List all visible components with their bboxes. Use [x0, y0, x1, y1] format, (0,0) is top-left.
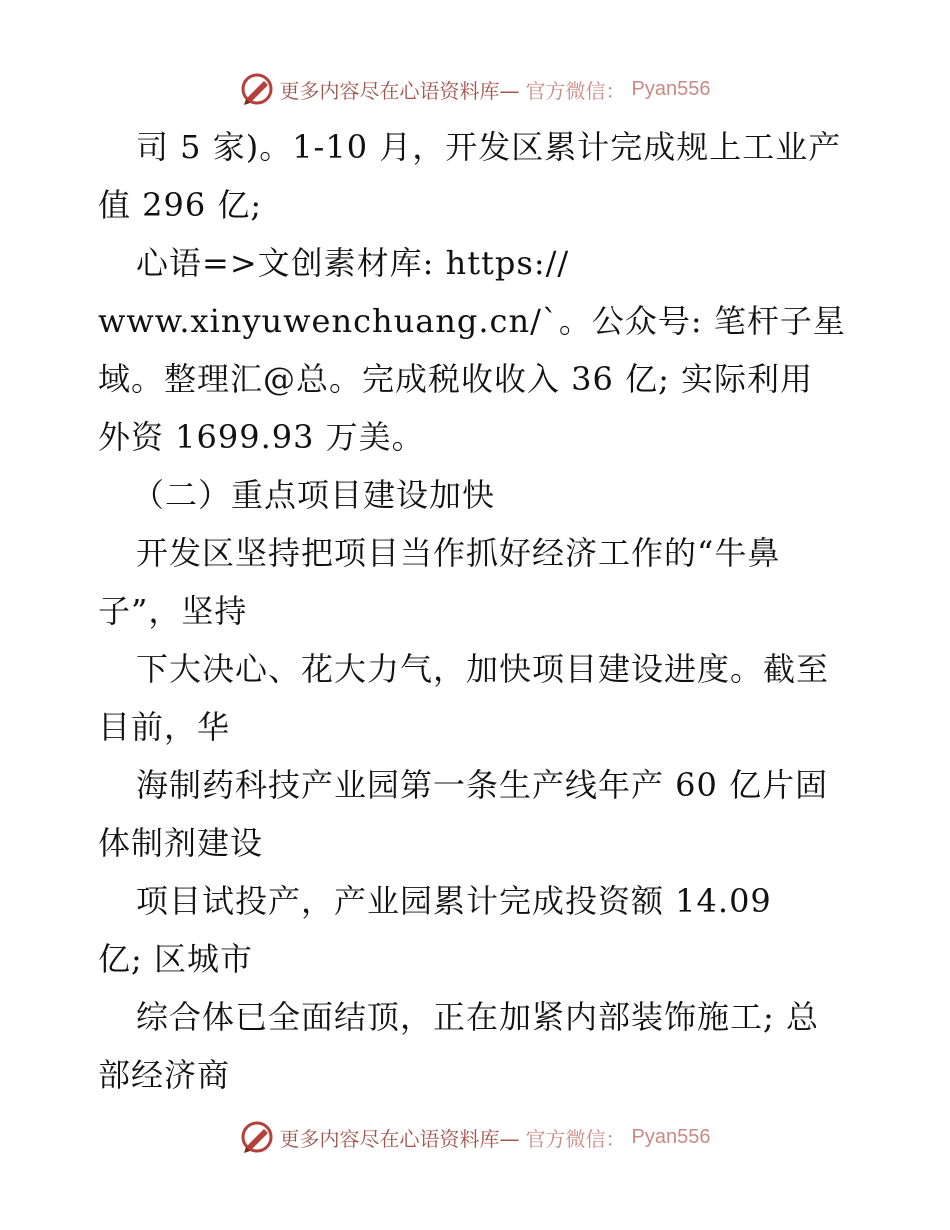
banner-wechat-id: Pyan556: [631, 1125, 711, 1148]
body-line-2: 值 296 亿;: [98, 186, 263, 224]
header-watermark-banner: [0, 72, 950, 106]
banner-wechat-label: 官方微信：: [525, 1126, 626, 1151]
banner-wechat-label: 官方微信：: [525, 78, 626, 103]
body-line-16: 综合体已全面结顶，正在加紧内部装饰施工; 总: [136, 998, 819, 1036]
body-line-5: 域。整理汇@总。完成税收收入 36 亿; 实际利用: [98, 360, 814, 398]
body-line-17: 部经济商: [98, 1056, 231, 1094]
pen-logo-icon: [240, 1120, 274, 1154]
body-line-11: 目前，华: [98, 708, 231, 746]
pen-logo-icon: [240, 72, 274, 106]
banner-main-text: 更多内容尽在心语资料库—: [279, 1126, 520, 1151]
footer-watermark-banner: [0, 1120, 950, 1154]
body-line-14: 项目试投产，产业园累计完成投资额 14.09: [136, 882, 772, 920]
body-line-12: 海制药科技产业园第一条生产线年产 60 亿片固: [136, 766, 829, 804]
banner-main-text: 更多内容尽在心语资料库—: [279, 78, 520, 103]
body-line-9: 子”，坚持: [98, 592, 248, 630]
document-body: [98, 118, 858, 1104]
body-line-8: 开发区坚持把项目当作抓好经济工作的“牛鼻: [136, 534, 781, 572]
body-line-10: 下大决心、花大力气，加快项目建设进度。截至: [136, 650, 830, 688]
body-line-3: 心语=>文创素材库: https://: [136, 244, 570, 282]
body-line-6: 外资 1699.93 万美。: [98, 418, 425, 456]
body-line-13: 体制剂建设: [98, 824, 264, 862]
banner-wechat-id: Pyan556: [631, 77, 711, 100]
section-heading: （二）重点项目建设加快: [132, 476, 496, 514]
body-line-1: 司 5 家)。1-10 月，开发区累计完成规上工业产: [136, 128, 842, 166]
body-line-4: www.xinyuwenchuang.cn/`。公众号: 笔杆子星: [98, 302, 846, 340]
body-line-15: 亿; 区城市: [98, 940, 253, 978]
